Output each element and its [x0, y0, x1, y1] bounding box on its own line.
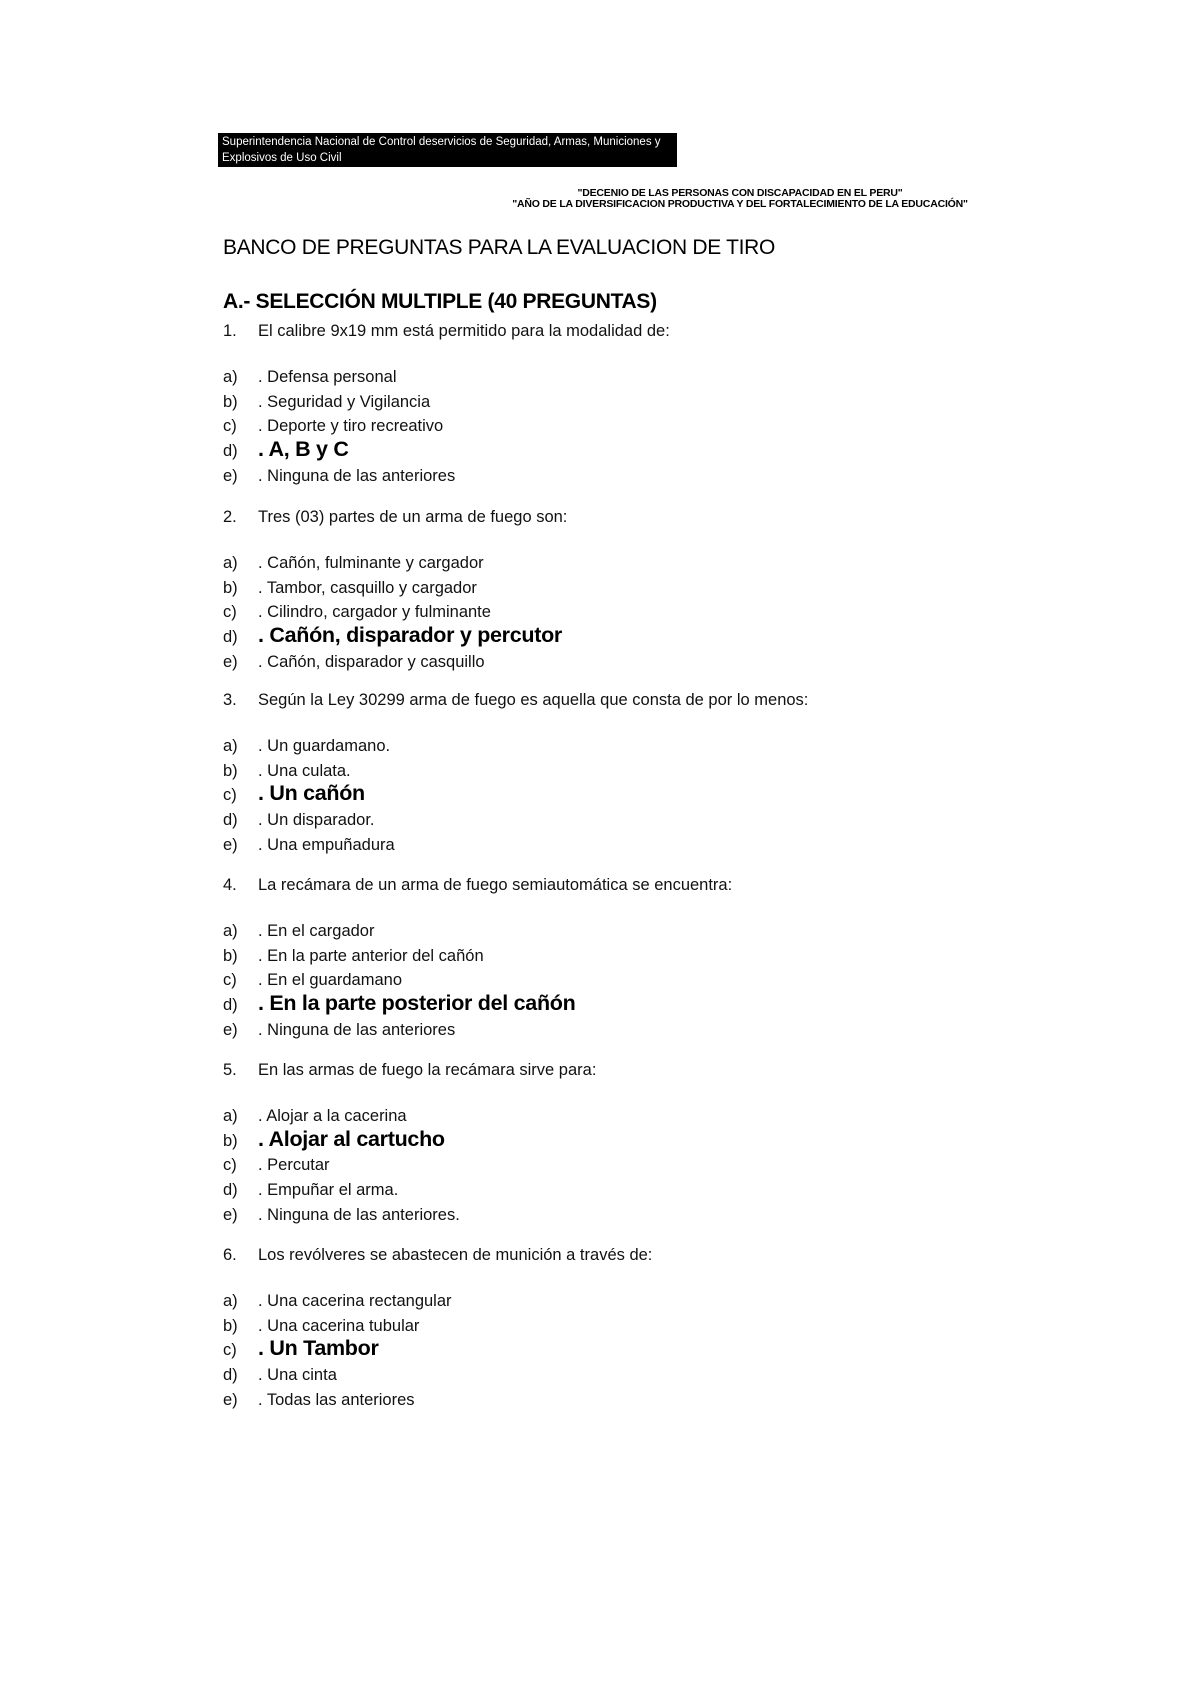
option-text: . Cañón, disparador y percutor	[258, 623, 562, 647]
option	[223, 945, 484, 967]
option-letter: a)	[223, 554, 238, 572]
option-text: . A, B y C	[258, 437, 349, 461]
option-text: . Ninguna de las anteriores.	[258, 1206, 460, 1224]
option	[223, 809, 374, 831]
option-text: . Cañón, fulminante y cargador	[258, 554, 484, 572]
question-3	[223, 691, 808, 710]
question-text: Tres (03) partes de un arma de fuego son:	[258, 508, 568, 526]
option-letter: d)	[223, 811, 238, 829]
agency-header	[218, 133, 677, 167]
option-text: . Un cañón	[258, 781, 365, 805]
option-text: . Empuñar el arma.	[258, 1181, 399, 1199]
option-text: . Cilindro, cargador y fulminante	[258, 603, 491, 621]
option-text: . Seguridad y Vigilancia	[258, 393, 431, 411]
option-correct	[223, 1128, 445, 1152]
option	[223, 465, 455, 487]
option-letter: e)	[223, 1391, 238, 1409]
option-letter: d)	[223, 1181, 238, 1199]
option-letter: a)	[223, 1292, 238, 1310]
agency-name-line1: Superintendencia Nacional de Control deservicios de Seguridad, Armas, Municiones y	[222, 136, 661, 148]
option	[223, 552, 484, 574]
question-number: 6.	[223, 1246, 237, 1264]
question-number: 3.	[223, 691, 237, 709]
option-text: . Un Tambor	[258, 1336, 379, 1360]
option	[223, 651, 485, 673]
option-text: . Una empuñadura	[258, 836, 395, 854]
question-6	[223, 1246, 652, 1265]
option-letter: c)	[223, 603, 237, 621]
option-text: . En la parte posterior del cañón	[258, 991, 576, 1015]
option-text: . Una cinta	[258, 1366, 337, 1384]
agency-name-line2: Explosivos de Uso Civil	[222, 152, 342, 164]
option	[223, 577, 477, 599]
option	[223, 969, 402, 991]
option	[223, 1154, 330, 1176]
option-letter: e)	[223, 467, 238, 485]
question-4	[223, 876, 732, 895]
question-number: 2.	[223, 508, 237, 526]
option-letter: a)	[223, 737, 238, 755]
option-letter: a)	[223, 368, 238, 386]
section-title: A.- SELECCIÓN MULTIPLE (40 PREGUNTAS)	[223, 290, 657, 313]
option-letter: c)	[223, 1341, 237, 1359]
question-text: La recámara de un arma de fuego semiautomática se encuentra:	[258, 876, 733, 894]
option	[223, 1389, 415, 1411]
option	[223, 1204, 460, 1226]
option-text: . En el guardamano	[258, 971, 403, 989]
option-text: . Una culata.	[258, 762, 351, 780]
option-text: . Ninguna de las anteriores	[258, 1021, 456, 1039]
option-letter: e)	[223, 1206, 238, 1224]
option	[223, 834, 395, 856]
option	[223, 415, 443, 437]
decade-motto: "DECENIO DE LAS PERSONAS CON DISCAPACIDAD EN EL PERU"	[577, 187, 903, 199]
option	[223, 391, 430, 413]
question-number: 1.	[223, 322, 237, 340]
option-letter: d)	[223, 442, 238, 460]
option-correct	[223, 1337, 379, 1361]
option	[223, 601, 491, 623]
option-letter: d)	[223, 996, 238, 1014]
option-letter: b)	[223, 393, 238, 411]
option-text: . Una cacerina tubular	[258, 1317, 420, 1335]
option-letter: b)	[223, 947, 238, 965]
option	[223, 1019, 455, 1041]
option-letter: c)	[223, 786, 237, 804]
option	[223, 1179, 398, 1201]
option-text: . Todas las anteriores	[258, 1391, 415, 1409]
option-correct	[223, 624, 562, 648]
option-text: . Ninguna de las anteriores	[258, 467, 456, 485]
question-text: En las armas de fuego la recámara sirve para:	[258, 1061, 597, 1079]
option-correct	[223, 438, 349, 462]
option-letter: e)	[223, 836, 238, 854]
option-letter: c)	[223, 1156, 237, 1174]
option-text: . Alojar a la cacerina	[258, 1107, 407, 1125]
question-text: Según la Ley 30299 arma de fuego es aquella que consta de por lo menos:	[258, 691, 809, 709]
year-motto: "AÑO DE LA DIVERSIFICACION PRODUCTIVA Y DEL FORTALECIMIENTO DE LA EDUCACIÓN"	[512, 198, 968, 210]
option-letter: e)	[223, 653, 238, 671]
option	[223, 735, 390, 757]
option	[223, 366, 397, 388]
option-text: . Una cacerina rectangular	[258, 1292, 452, 1310]
option-text: . Deporte y tiro recreativo	[258, 417, 444, 435]
question-1	[223, 322, 670, 341]
option-letter: d)	[223, 628, 238, 646]
option-letter: b)	[223, 1132, 238, 1150]
option-letter: b)	[223, 579, 238, 597]
option-correct	[223, 992, 575, 1016]
option-text: . Defensa personal	[258, 368, 397, 386]
question-text: Los revólveres se abastecen de munición a través de:	[258, 1246, 653, 1264]
question-number: 5.	[223, 1061, 237, 1079]
option-text: . Un disparador.	[258, 811, 375, 829]
option-letter: b)	[223, 1317, 238, 1335]
option	[223, 1105, 407, 1127]
option-letter: e)	[223, 1021, 238, 1039]
option	[223, 1315, 419, 1337]
option-letter: c)	[223, 417, 237, 435]
option	[223, 920, 374, 942]
option-text: . En la parte anterior del cañón	[258, 947, 484, 965]
option-letter: c)	[223, 971, 237, 989]
option-text: . Tambor, casquillo y cargador	[258, 579, 477, 597]
question-5	[223, 1061, 596, 1080]
option-letter: a)	[223, 922, 238, 940]
question-text: El calibre 9x19 mm está permitido para la modalidad de:	[258, 322, 670, 340]
option-letter: a)	[223, 1107, 238, 1125]
option	[223, 1364, 337, 1386]
document-title: BANCO DE PREGUNTAS PARA LA EVALUACION DE TIRO	[223, 236, 776, 259]
option	[223, 1290, 452, 1312]
option	[223, 760, 351, 782]
option-letter: d)	[223, 1366, 238, 1384]
option-text: . En el cargador	[258, 922, 375, 940]
question-2	[223, 508, 567, 527]
option-text: . Percutar	[258, 1156, 330, 1174]
option-correct	[223, 782, 365, 806]
option-text: . Cañón, disparador y casquillo	[258, 653, 485, 671]
option-text: . Un guardamano.	[258, 737, 391, 755]
option-letter: b)	[223, 762, 238, 780]
option-text: . Alojar al cartucho	[258, 1127, 445, 1151]
question-number: 4.	[223, 876, 237, 894]
